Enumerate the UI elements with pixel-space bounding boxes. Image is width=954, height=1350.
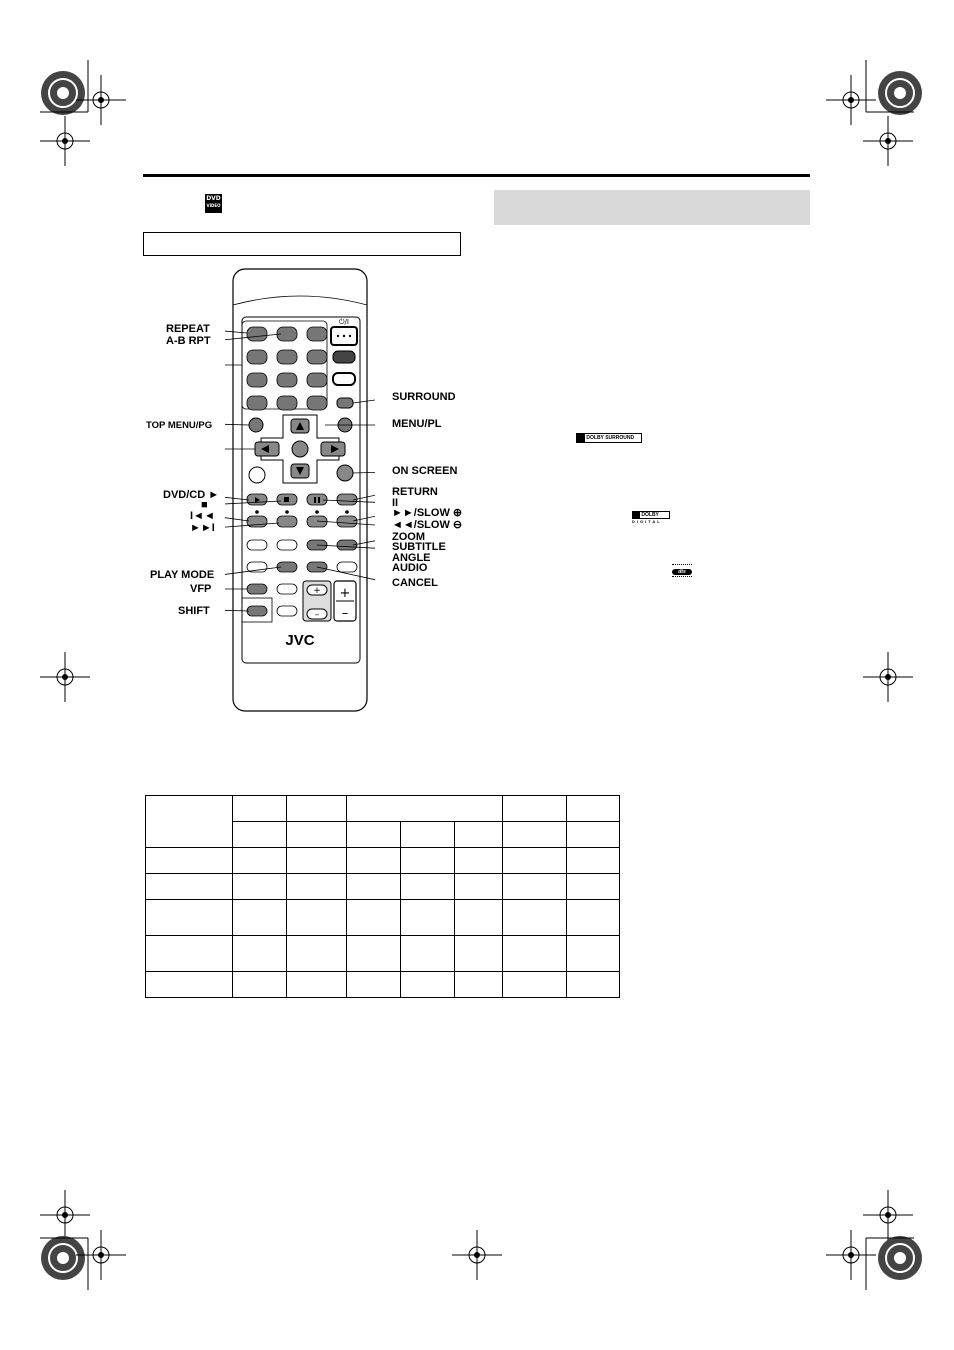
shift-button bbox=[247, 606, 267, 616]
callout-menu-pl: MENU/PL bbox=[392, 418, 442, 430]
standby-button bbox=[333, 351, 355, 363]
table-cell bbox=[455, 822, 503, 848]
callout-play-mode: PLAY MODE bbox=[150, 569, 215, 581]
jvc-logo: JVC bbox=[285, 632, 315, 649]
next-button bbox=[277, 516, 297, 527]
table-row bbox=[146, 848, 620, 874]
callout-next: ►►I bbox=[190, 522, 215, 534]
callout-on-screen: ON SCREEN bbox=[392, 465, 458, 477]
callout-vfp: VFP bbox=[190, 583, 212, 595]
power-label: ⏻/I bbox=[339, 318, 349, 326]
table-cell bbox=[287, 796, 347, 822]
table-row bbox=[146, 936, 620, 972]
dolby-surround-text: DOLBY SURROUND bbox=[586, 435, 635, 441]
callout-return: RETURN bbox=[392, 486, 438, 498]
callout-ab-rpt: A-B RPT bbox=[166, 335, 211, 347]
on-screen-button bbox=[337, 465, 353, 481]
num-key bbox=[277, 350, 297, 364]
svg-text:–: – bbox=[341, 606, 349, 621]
num-key bbox=[307, 373, 327, 387]
table-cell bbox=[233, 796, 287, 822]
num-key bbox=[307, 396, 327, 410]
pause-button bbox=[307, 494, 327, 505]
table-cell bbox=[401, 822, 455, 848]
svg-text:–: – bbox=[314, 610, 320, 620]
disc-info-table bbox=[145, 795, 620, 998]
table-cell bbox=[567, 822, 620, 848]
dts-logo bbox=[672, 564, 692, 578]
dolby-digital-top-text: DOLBY bbox=[641, 512, 659, 518]
svg-text:+: + bbox=[339, 586, 351, 601]
num-key bbox=[307, 350, 327, 364]
callout-angle: ANGLE bbox=[392, 552, 431, 564]
light-button bbox=[333, 373, 355, 385]
svg-text:+: + bbox=[313, 586, 321, 596]
num-key bbox=[307, 327, 327, 341]
section-label-box bbox=[143, 232, 461, 256]
num-key bbox=[247, 350, 267, 364]
dvd-video-icon bbox=[205, 194, 222, 213]
callout-prev: I◄◄ bbox=[190, 510, 215, 522]
dolby-digital-bottom-text: DIGITAL bbox=[632, 519, 662, 524]
dolby-digital-logo bbox=[632, 511, 670, 523]
top-menu-button bbox=[249, 418, 263, 432]
callout-audio: AUDIO bbox=[392, 562, 428, 574]
table-cell bbox=[347, 822, 401, 848]
header-rule bbox=[143, 174, 810, 177]
blank-button bbox=[249, 467, 265, 483]
callout-surround: SURROUND bbox=[392, 391, 456, 403]
table-row bbox=[146, 972, 620, 998]
remote-control-illustration bbox=[225, 265, 375, 715]
callout-stop: ■ bbox=[201, 499, 208, 511]
section-heading-bar bbox=[494, 190, 810, 225]
enter-button bbox=[292, 441, 308, 457]
table-cell bbox=[503, 822, 567, 848]
callout-pause: II bbox=[392, 497, 399, 509]
vfp-button bbox=[247, 584, 267, 594]
table-cell bbox=[347, 796, 503, 822]
table-row bbox=[146, 900, 620, 936]
callout-rew-slow: ◄◄/SLOW ⊖ bbox=[392, 519, 463, 531]
ff-slow-button bbox=[337, 516, 357, 527]
callout-dvd-cd: DVD/CD ► bbox=[163, 489, 220, 501]
table-cell bbox=[146, 796, 233, 848]
dts-text: dts bbox=[672, 569, 692, 575]
num-key bbox=[247, 373, 267, 387]
callout-subtitle: SUBTITLE bbox=[392, 541, 446, 553]
callout-top-menu: TOP MENU/PG bbox=[146, 420, 213, 431]
callout-shift: SHIFT bbox=[178, 605, 210, 617]
table-cell bbox=[503, 796, 567, 822]
callout-cancel: CANCEL bbox=[392, 577, 438, 589]
table-cell bbox=[287, 822, 347, 848]
table-row bbox=[146, 874, 620, 900]
table-cell bbox=[233, 822, 287, 848]
num-key bbox=[247, 327, 267, 341]
num-key bbox=[277, 373, 297, 387]
num-key bbox=[247, 396, 267, 410]
callout-ff-slow: ►►/SLOW ⊕ bbox=[392, 507, 463, 519]
table-cell bbox=[567, 796, 620, 822]
dvd-badge-line1: DVD bbox=[206, 195, 221, 202]
callout-zoom: ZOOM bbox=[392, 531, 425, 543]
dolby-surround-logo bbox=[576, 433, 642, 443]
callout-repeat: REPEAT bbox=[166, 323, 210, 335]
dvd-badge-line2: VIDEO bbox=[206, 203, 221, 208]
surround-button bbox=[337, 398, 353, 408]
num-key bbox=[277, 396, 297, 410]
